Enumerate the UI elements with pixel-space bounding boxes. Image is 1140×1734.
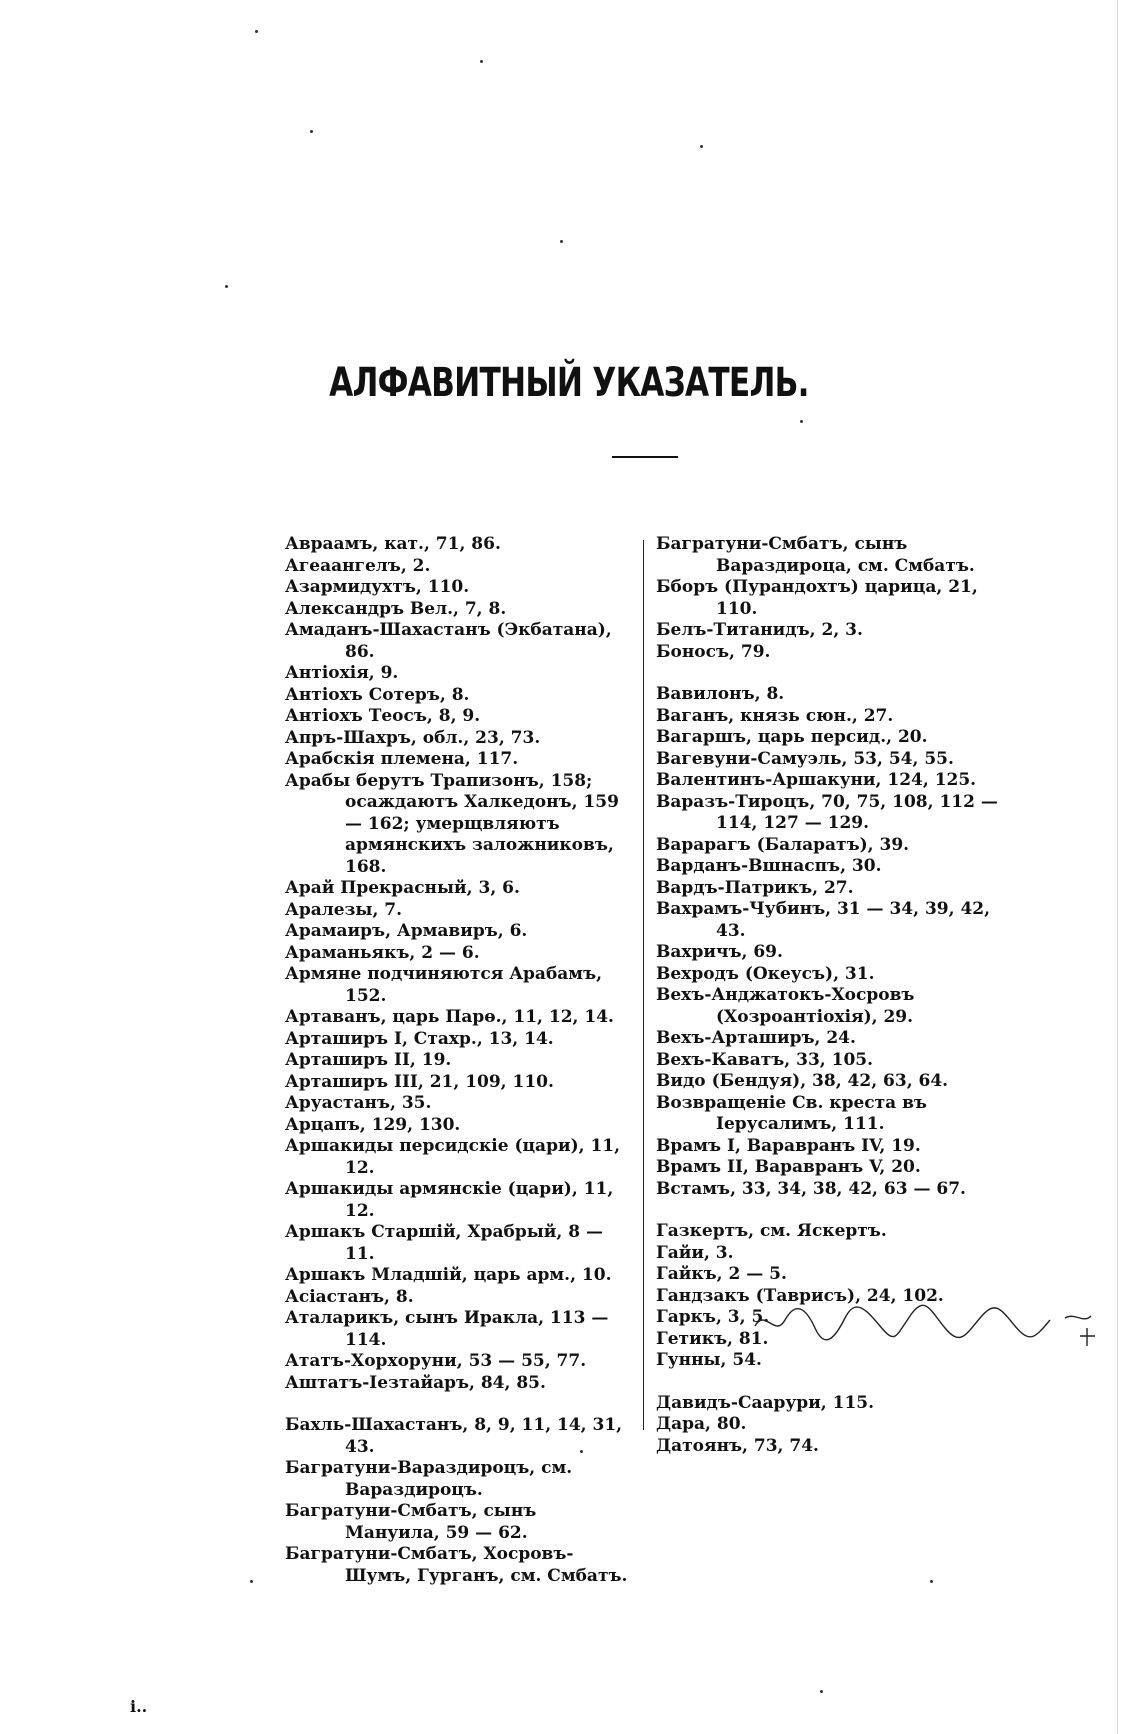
index-entry: Багратуни-Вараздироцъ, см. Вараздироцъ. [285,1458,573,1500]
index-entry: Ататъ-Хорхоруни, 53 — 55, 77. [285,1351,587,1371]
index-entry: Гайкъ, 2 — 5. [656,1264,787,1284]
page-title: АЛФАВИТНЫЙ УКАЗАТЕЛЬ. [329,360,809,406]
handwritten-annotation [745,1298,1105,1348]
index-entry: Встамъ, 33, 34, 38, 42, 63 — 67. [656,1178,966,1199]
index-entry: Вавилонъ, 8. [656,684,785,704]
index-entry: Вехъ-Арташиръ, 24. [656,1028,856,1048]
index-entry: Дара, 80. [656,1414,747,1434]
index-entry: Датоянъ, 73, 74. [656,1435,819,1456]
index-entry: Возвращеніе Св. креста въ Іерусалимъ, 111. [656,1092,927,1134]
index-entry: Газкертъ, см. Яскертъ. [656,1221,887,1241]
index-entry: Ваганъ, князь сюн., 27. [656,705,894,726]
index-entry: Варданъ-Вшнаспъ, 30. [656,856,882,876]
index-entry: Вахричъ, 69. [656,942,783,962]
index-entry: Белъ-Титанидъ, 2, 3. [656,620,863,640]
index-entry: Арай Прекрасный, 3, 6. [285,878,520,898]
column-divider [643,540,644,1430]
index-entry: Вагаршъ, царь персид., 20. [656,727,928,747]
index-entry: Аталарикъ, сынъ Иракла, 113 — 114. [285,1308,609,1350]
index-entry: Вардъ-Патрикъ, 27. [656,877,854,898]
index-entry: Врамъ I, Варавранъ IV, 19. [656,1135,921,1156]
index-entry: Арташиръ II, 19. [285,1050,452,1070]
index-entry: Арташиръ I, Стахр., 13, 14. [285,1028,554,1049]
index-entry: Вехъ-Каватъ, 33, 105. [656,1049,874,1070]
index-entry: Авраамъ, кат., 71, 86. [285,534,501,554]
index-entry: Антіохъ Сотеръ, 8. [285,684,470,705]
index-entry: Аршакиды персидскіе (цари), 11, 12. [285,1136,621,1178]
index-entry: Гайи, 3. [656,1242,734,1263]
index-entry: Амаданъ-Шахастанъ (Экбатана), 86. [285,620,612,662]
index-entry: Армяне подчиняются Арабамъ, 152. [285,964,603,1006]
index-section-gap [656,1372,1014,1393]
index-entry: Бборъ (Пурандохтъ) царица, 21, 110. [656,577,978,619]
page-edge [1117,0,1118,1734]
index-entry: Александръ Вел., 7, 8. [285,598,507,619]
index-entry: Багратуни-Смбатъ, сынъ Мануила, 59 — 62. [285,1501,537,1543]
left-index-column [285,534,635,1587]
index-entry: Вагевуни-Самуэль, 53, 54, 55. [656,748,954,769]
index-entry: Вехъ-Анджатокъ-Хосровъ (Хозроантіохія), 29. [656,985,915,1027]
index-entry: Арамаиръ, Армавиръ, 6. [285,921,528,941]
index-entry: Артаванъ, царь Парө., 11, 12, 14. [285,1007,614,1027]
index-entry: Бахль-Шахастанъ, 8, 9, 11, 14, 31, 43. [285,1415,623,1457]
index-entry: Асіастанъ, 8. [285,1286,414,1307]
index-entry: Валентинъ-Аршакуни, 124, 125. [656,770,977,790]
index-entry: Араманьякъ, 2 — 6. [285,942,480,963]
index-entry: Аршакъ Младшій, царь арм., 10. [285,1265,612,1285]
index-entry: Аршакиды армянскіе (цари), 11, 12. [285,1179,614,1221]
index-entry: Гандзакъ (Таврисъ), 24, 102. [656,1285,944,1306]
index-entry: Аршакъ Старшій, Храбрый, 8 — 11. [285,1222,603,1264]
index-entry: Арабы берутъ Трапизонъ, 158; осаждаютъ Халкедонъ, 159 — 162; умерщвляютъ армянскихъ заложниковъ, 168. [285,770,619,877]
index-entry: Вехродъ (Океусъ), 31. [656,963,875,984]
index-entry: Арабскія племена, 117. [285,749,519,769]
index-entry: Аруастанъ, 35. [285,1093,432,1113]
title-rule [612,456,678,458]
index-section-gap [285,1394,635,1415]
index-section-gap [656,663,1014,684]
index-entry: Боносъ, 79. [656,641,771,662]
index-entry: Багратуни-Смбатъ, Хосровъ-Шумъ, Гурганъ, см. Смбатъ. [285,1544,628,1586]
index-entry: Вахрамъ-Чубинъ, 31 — 34, 39, 42, 43. [656,899,991,941]
index-entry: Аштатъ-Іезтайаръ, 84, 85. [285,1372,546,1393]
index-entry: Гунны, 54. [656,1350,762,1370]
index-entry: Врамъ II, Варавранъ V, 20. [656,1157,921,1177]
index-entry: Арцапъ, 129, 130. [285,1114,461,1135]
index-entry: Аралезы, 7. [285,899,403,920]
index-entry: Арташиръ III, 21, 109, 110. [285,1071,554,1092]
index-entry: Багратуни-Смбатъ, сынъ Вараздироца, см. Смбатъ. [656,534,975,576]
index-entry: Антіохъ Теосъ, 8, 9. [285,706,481,726]
index-section-gap [656,1200,1014,1221]
corner-mark: i.. [130,1697,148,1716]
index-entry: Гетикъ, 81. [656,1328,769,1349]
index-entry: Апръ-Шахръ, обл., 23, 73. [285,727,541,748]
index-entry: Гаркъ, 3, 5. [656,1307,770,1327]
index-entry: Видо (Бендуя), 38, 42, 63, 64. [656,1071,949,1091]
index-entry: Давидъ-Саарури, 115. [656,1392,875,1413]
index-entry: Варазъ-Тироцъ, 70, 75, 108, 112 — 114, 127 — 129. [656,791,998,833]
index-entry: Азармидухтъ, 110. [285,577,470,597]
index-entry: Агеаангелъ, 2. [285,555,431,576]
index-entry: Варарагъ (Баларатъ), 39. [656,834,910,855]
index-entry: Антіохія, 9. [285,663,399,683]
